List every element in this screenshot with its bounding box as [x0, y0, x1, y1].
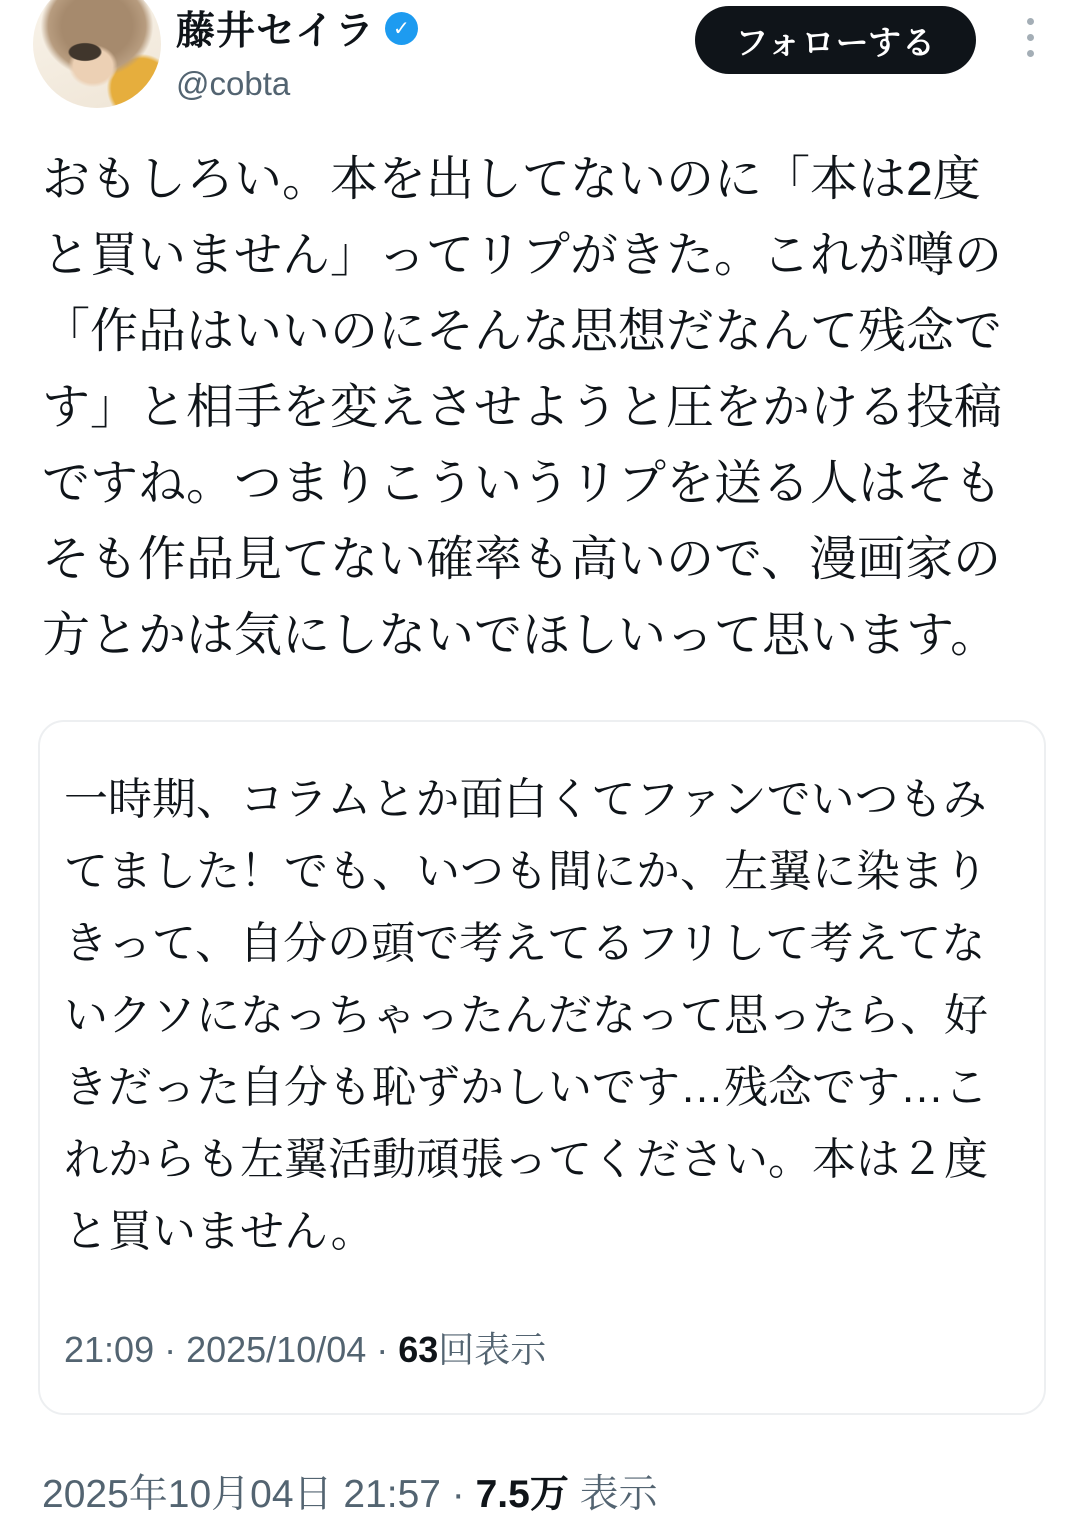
quoted-tweet-text: 一時期、コラムとか面白くてファンでいつもみてました！でも、いつも間にか、左翼に染まりきって、自分の頭で考えてるフリして考えてないクソになっちゃったんだなって思ったら、好きだった自分も恥ずかしいです…残念です…これからも左翼活動頑張ってください。本は２度と買いません。	[64, 775, 988, 1256]
more-dot	[1027, 18, 1034, 25]
tweet-header	[0, 0, 1080, 112]
follow-button[interactable]: フォローする	[695, 6, 976, 74]
more-dot	[1027, 34, 1034, 41]
quoted-tweet-card[interactable]	[38, 720, 1046, 1415]
author-block[interactable]	[176, 0, 418, 103]
quoted-tweet-meta	[64, 1322, 1020, 1373]
more-options-icon[interactable]	[1010, 14, 1050, 74]
verified-badge-icon: ✓	[385, 12, 418, 45]
quoted-tweet-timestamp: 21:09 · 2025/10/04 ·	[64, 1329, 399, 1370]
display-name[interactable]: 藤井セイラ	[176, 10, 375, 53]
tweet-views-label: 表示	[568, 1473, 658, 1516]
avatar[interactable]	[33, 0, 161, 108]
user-handle[interactable]: @cobta	[176, 65, 291, 102]
tweet-meta	[42, 1463, 1040, 1519]
more-dot	[1027, 50, 1034, 57]
quoted-tweet-views-label: 回表示	[438, 1329, 547, 1370]
quoted-tweet-views-count: 63	[398, 1329, 439, 1370]
tweet-views-count: 7.5万	[475, 1473, 569, 1516]
tweet-text: おもしろい。本を出してないのに「本は2度と買いません」ってリプがきた。これが噂の「作品はいいのにそんな思想だなんて残念です」と相手を変えさせようと圧をかける投稿ですね。つまりこういうリプを送る人はそもそも作品見てない確率も高いので、漫画家の方とかは気にしないでほしいって思います。	[42, 153, 1003, 662]
tweet-timestamp: 2025年10月04日 21:57 ·	[42, 1473, 476, 1516]
